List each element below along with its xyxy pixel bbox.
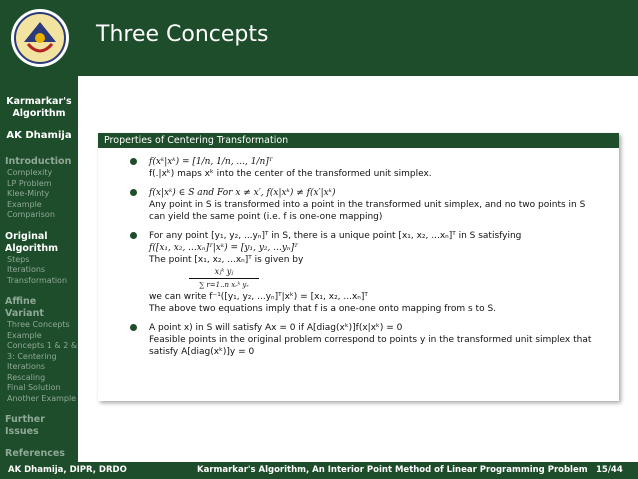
bullet-item — [104, 322, 613, 358]
nav-section-introduction[interactable]: Introduction — [5, 156, 72, 167]
text-line: Any point in S is transformed into a point in the transformed unit simplex, and no two points in S — [149, 200, 586, 210]
text-line: satisfy A[diag(xᵏ)]y = 0 — [149, 347, 255, 357]
nav-sub-comparison[interactable]: Comparison — [7, 210, 55, 219]
text-line: we can write f⁻¹([y₁, y₂, ...yₙ]ᵀ|xᵏ) = [x₁, x₂, ...xₙ]ᵀ — [149, 292, 368, 302]
footer-talk-title: Karmarkar's Algorithm, An Interior Point Method of Linear Programming Problem — [197, 465, 588, 475]
text-line: f(.|xᵏ) maps xᵏ into the center of the transformed unit simplex. — [149, 169, 432, 179]
nav-section-affine-variant[interactable]: Affine Variant — [5, 296, 44, 319]
nav-sub-lp-problem[interactable]: LP Problem — [7, 178, 52, 188]
nav-sub-three-concepts[interactable]: Three Concepts — [7, 320, 70, 329]
bullet-icon — [130, 189, 137, 196]
properties-block — [98, 133, 619, 401]
text-line: The point [x₁, x₂, ...xₙ]ᵀ is given by — [149, 255, 304, 265]
nav-sub-iterations[interactable]: Iterations — [7, 265, 46, 274]
presentation-title: Karmarkar's Algorithm — [6, 96, 72, 119]
bullet-item — [104, 230, 613, 315]
fraction-denominator: ∑ r=1..n xᵣᵏ yᵣ — [199, 281, 249, 289]
bullet-item — [104, 156, 613, 180]
nav-sub-centering[interactable]: Concepts 1 & 2 & 3: Centering — [7, 341, 78, 361]
formula-line: f(xᵏ|xᵏ) = [1/n, 1/n, ..., 1/n]ᵀ — [149, 157, 273, 167]
nav-section-original-algorithm[interactable]: Original Algorithm — [5, 230, 59, 254]
sidebar-header — [0, 76, 78, 142]
nav-sub-iterations-2[interactable]: Iterations — [7, 362, 46, 371]
text-line: A point x) in S will satisfy Ax = 0 if A[diag(xᵏ)]f(x|xᵏ) = 0 — [149, 323, 403, 333]
bullet-item — [104, 187, 613, 223]
sidebar-author: AK Dhamija — [6, 130, 72, 141]
footer-bar — [0, 462, 638, 479]
nav-section-further-issues[interactable]: Further Issues — [5, 414, 45, 437]
text-line: Feasible points in the original problem correspond to points y in the transformed unit simplex that — [149, 335, 592, 345]
nav-sub-transformation[interactable]: Transformation — [7, 275, 68, 285]
fraction-formula — [149, 266, 613, 291]
bullet-icon — [130, 324, 137, 331]
fraction-numerator: xⱼᵏ yⱼ — [189, 266, 259, 279]
bullet-icon — [130, 158, 137, 165]
slide-title: Three Concepts — [96, 22, 269, 47]
footer-author: AK Dhamija, DIPR, DRDO — [8, 465, 127, 475]
text-line: The above two equations imply that f is a one-one onto mapping from s to S. — [149, 304, 497, 314]
nav-sub-steps[interactable]: Steps — [7, 254, 30, 264]
nav-section-references[interactable]: References — [5, 448, 65, 459]
section-nav — [0, 156, 78, 460]
nav-sub-complexity[interactable]: Complexity — [7, 168, 53, 177]
formula-line: f([x₁, x₂, ...xₙ]ᵀ|xᵏ) = [y₁, y₂, ...yₙ]ᵀ — [149, 243, 298, 253]
nav-sub-final-solution[interactable]: Final Solution — [7, 383, 61, 392]
nav-sub-another-example[interactable]: Another Example — [7, 393, 77, 403]
block-body — [98, 148, 619, 358]
footer-page-number: 15/44 — [596, 465, 623, 475]
sidebar — [0, 76, 78, 462]
header-bar — [0, 0, 638, 76]
nav-sub-example[interactable]: Example — [7, 330, 42, 340]
nav-sub-rescaling[interactable]: Rescaling — [7, 372, 46, 382]
formula-line: f(x|xᵏ) ∈ S and For x ≠ x′, f(x|xᵏ) ≠ f(x′|xᵏ) — [149, 188, 336, 198]
nav-sub-klee-minty[interactable]: Klee-Minty Example — [7, 189, 50, 209]
block-title: Properties of Centering Transformation — [98, 133, 619, 148]
drdo-emblem-icon — [10, 8, 70, 68]
text-line: can yield the same point (i.e. f is one-one mapping) — [149, 212, 383, 222]
bullet-icon — [130, 232, 137, 239]
text-line: For any point [y₁, y₂, ...yₙ]ᵀ in S, there is a unique point [x₁, x₂, ...xₙ]ᵀ in S satisfying — [149, 231, 522, 241]
